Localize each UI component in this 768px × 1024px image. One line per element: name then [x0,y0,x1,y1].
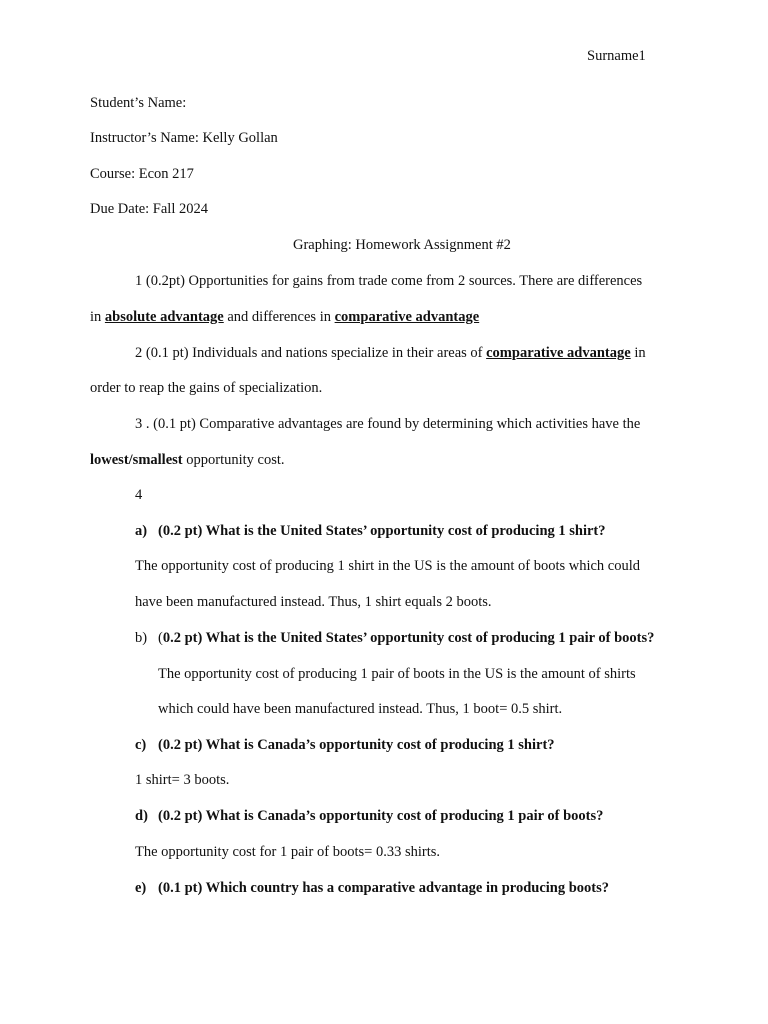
q3-suffix: opportunity cost. [186,452,285,468]
q4d-question [135,807,603,825]
q1-answer-comparative: comparative advantage [334,309,480,325]
q2-suffix: in [634,345,646,361]
q3-text-line2 [90,451,285,469]
q4c-question-text: (0.2 pt) What is Canada’s opportunity cost of producing 1 shirt? [158,737,555,753]
q4b-paren: ( [158,630,163,646]
q4-number: 4 [135,487,143,503]
q4a-question-text: (0.2 pt) What is the United States’ opportunity cost of producing 1 shirt? [158,523,606,539]
q4c-question [135,736,555,754]
q4b-answer-line1: The opportunity cost of producing 1 pair of boots in the US is the amount of shirts [158,666,636,682]
q4b-answer-line2: which could have been manufactured instead. Thus, 1 boot= 0.5 shirt. [158,701,563,717]
q1-text-line1: 1 (0.2pt) Opportunities for gains from trade come from 2 sources. There are differences [135,273,643,289]
q4a-answer-line2: have been manufactured instead. Thus, 1 shirt equals 2 boots. [135,594,492,610]
q4b-question-text: 0.2 pt) What is the United States’ opportunity cost of producing 1 pair of boots? [162,630,655,646]
q4d-question-text: (0.2 pt) What is Canada’s opportunity cost of producing 1 pair of boots? [158,808,604,824]
q3-answer: lowest/smallest [90,452,183,468]
q2-text-line2: order to reap the gains of specialization. [90,380,323,396]
q4b-question [135,629,654,647]
q4b-label: b) [135,630,148,646]
q4e-question [135,879,609,897]
q1-text-line2 [90,308,479,326]
q4a-answer-line1: The opportunity cost of producing 1 shirt in the US is the amount of boots which could [135,558,641,574]
due-date-line: Due Date: Fall 2024 [90,201,208,217]
q4c-label: c) [135,737,147,753]
q2-prefix: 2 (0.1 pt) Individuals and nations specialize in their areas of [135,345,483,361]
running-header: Surname1 [587,48,646,64]
q2-answer: comparative advantage [486,345,631,361]
q4a-label: a) [135,523,148,539]
q1-answer-absolute: absolute advantage [104,309,224,325]
q2-text-line1 [135,344,646,362]
q4e-question-text: (0.1 pt) Which country has a comparative advantage in producing boots? [158,880,610,896]
q1-middle: and differences in [227,309,331,325]
q4a-question [135,522,606,540]
q1-in: in [90,309,102,325]
q3-text-line1: 3 . (0.1 pt) Comparative advantages are found by determining which activities have the [135,416,641,432]
q4e-label: e) [135,880,147,896]
course-line: Course: Econ 217 [90,166,194,182]
q4d-label: d) [135,808,148,824]
student-name-line: Student’s Name: [90,95,187,111]
q4c-answer: 1 shirt= 3 boots. [135,772,230,788]
instructor-line: Instructor’s Name: Kelly Gollan [90,130,278,146]
q4d-answer: The opportunity cost for 1 pair of boots= 0.33 shirts. [135,844,440,860]
assignment-title: Graphing: Homework Assignment #2 [293,237,511,253]
